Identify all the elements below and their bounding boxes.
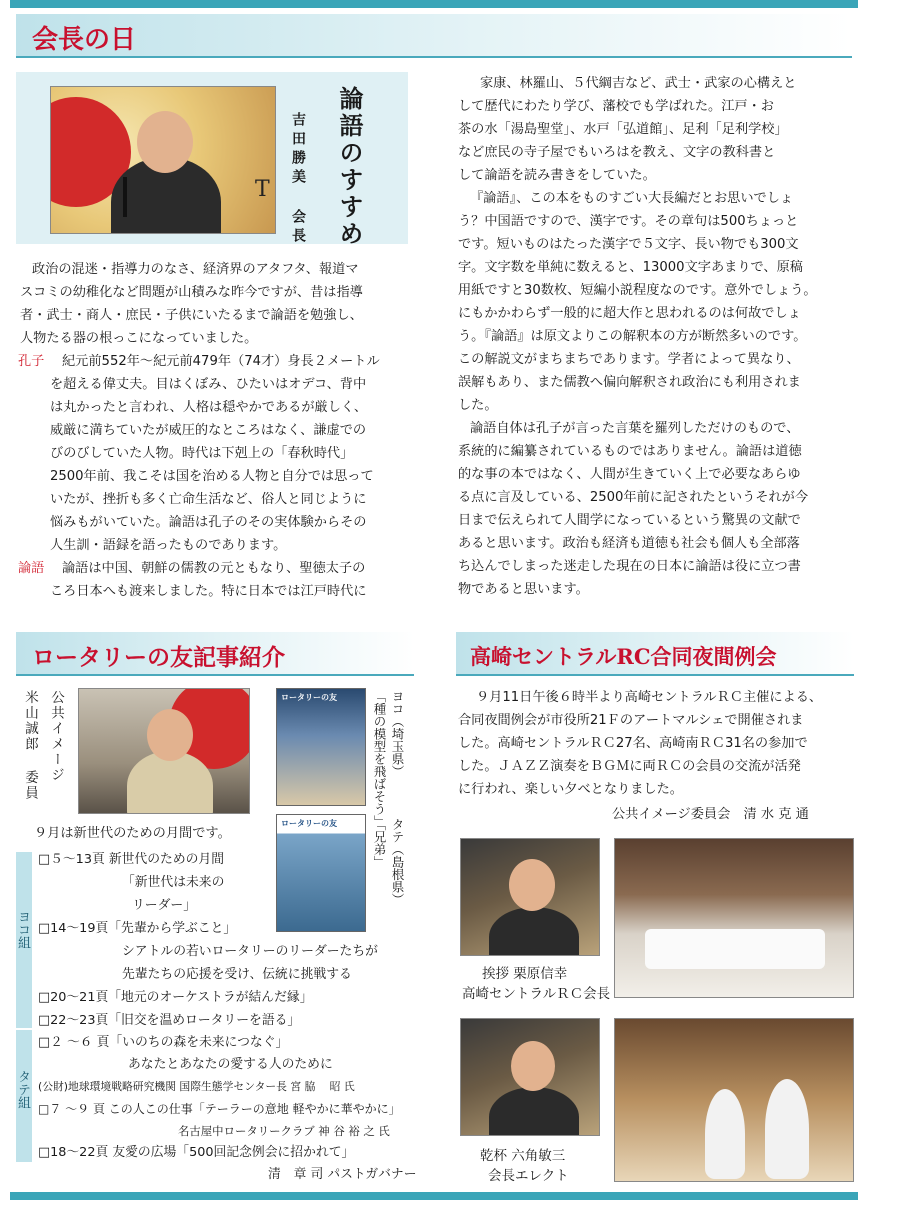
text-line: 人物たる器の根っこになっていました。 [20,331,258,346]
text-line: 2500年前、我こそは国を治める人物と自分では思って [50,469,374,484]
toast-speaker-photo [460,1018,600,1136]
list-item: □７ 〜９ 頁 この人この仕事「テーラーの意地 軽やかに華やかに」 [38,1102,401,1116]
text-line: 威厳に満ちていたが威圧的なところはなく、謙虚での [50,423,367,438]
text-line: して論語を読み書きをしていた。 [458,168,656,183]
takasaki-signature: 公共イメージ委員会 清 水 克 通 [612,807,809,822]
speaker-face [509,859,555,911]
musician-figure [705,1089,745,1179]
text-line: は丸かったと言われ、人格は穏やかであるが厳しく、 [50,400,368,415]
text-line: ころ日本へも渡来しました。特に日本では江戸時代に [50,584,367,599]
list-item: 名古屋中ロータリークラブ 神 谷 裕 之 氏 [178,1124,390,1138]
text-line: る点に言及している、2500年前に記されたというそれが今 [458,490,809,505]
speaker-face [511,1041,555,1091]
section-title: 会長の日 [32,25,137,55]
text-line: 合同夜間例会が市役所21Ｆのアートマルシェで開催されま [458,713,804,728]
koshi-paragraph [50,350,412,557]
text-line: 悩みもがいていた。論語は孔子のその実体験からその [50,515,367,530]
koshi-label: 孔子 [18,354,45,369]
text-line: 家康、林羅山、５代綱吉など、武士・武家の心構えと [480,76,797,91]
section-banner-rotary [16,632,414,676]
text-line: う。『論語』は原文よりこの解釈本の方が断然多いのです。 [458,329,807,344]
text-line: 茶の水「湯島聖堂」、水戸「弘道館」、足利「足利学校」 [458,122,788,137]
list-item: □２ 〜６ 頁「いのちの森を未来につなぐ」 [38,1035,289,1050]
text-line: 紀元前552年〜紀元前479年（74才）身長２メートル [62,354,380,369]
text-line: した。ＪＡＺＺ演奏をＢＧＭに両ＲＣの会員の交流が活発 [458,759,801,774]
text-line: 用紙ですと30数枚、短編小説程度なのです。意外でしょう。 [458,283,817,298]
rotary-author-role: 公共イメージ [48,690,64,783]
article-header-block [16,72,408,248]
list-item: □14〜19頁「先輩から学ぶこと」 [38,921,237,936]
microphone-icon [123,177,127,217]
dining-table [645,929,825,969]
text-line: 系統的に編纂されているものではありません。論語は道徳 [458,444,802,459]
yoko-item-list [38,848,418,1032]
list-item: □22〜23頁「旧交を温めロータリーを語る」 [38,1013,301,1028]
toast-caption-role: 会長エレクト [488,1168,569,1184]
yoko-caption: ヨコ（埼玉県） [390,690,405,778]
list-item: シアトルの若いロータリーのリーダーたちが [122,944,378,959]
text-line: に行われ、楽しい夕べとなりました。 [458,782,683,797]
text-line: を超える偉丈夫。目はくぼみ、ひたいはオデコ、背中 [50,377,367,392]
section-banner-president [16,14,852,58]
magazine-cover-yoko [276,688,366,806]
jazz-band-photo [614,1018,854,1182]
text-line: 日まで伝えられて人間学になっているという驚異の文献で [458,513,801,528]
cover-title: ロータリーの友 [281,819,337,828]
speaker-figure [489,907,579,956]
text-line: した。 [458,398,498,413]
text-line: あると思います。政治も経済も道徳も社会も個人も全部落 [458,536,800,551]
text-line: 字。文字数を単純に数えると、13000文字あまりで、原稿 [458,260,803,275]
text-line: ９月11日午後６時半より高崎セントラルＲＣ主催による、 [476,690,823,705]
list-item: (公財)地球環境戦略研究機関 国際生態学センター長 宮 脇 昭 氏 [38,1080,355,1093]
yoko-caption-title: 「種の模型を飛ばそう」 [372,690,387,828]
tate-caption: タテ（島根県） [390,818,405,906]
podium-letter: T [255,177,270,202]
text-line: した。高崎セントラルＲＣ27名、高崎南ＲＣ31名の参加で [458,736,808,751]
rotary-intro: ９月は新世代のための月間です。 [34,826,231,841]
text-line: いたが、挫折も多く亡命生活など、俗人と同じように [50,492,367,507]
top-border-bar [10,0,858,8]
banquet-room-photo [614,838,854,998]
section-title: 高崎セントラルRC合同夜間例会 [470,644,777,669]
text-line: にもかかわらず一般的に超大作と思われるのは何故でしょ [458,306,801,321]
text-line: びのびしていた人物。時代は下剋上の「春秋時代」 [50,446,354,461]
greeting-caption-role: 高崎セントラルＲＣ会長 [462,986,611,1002]
cover-title: ロータリーの友 [281,693,337,702]
takasaki-paragraph [458,686,854,801]
toast-caption-name: 乾杯 六角敏三 [480,1148,566,1164]
rotary-author-name: 米山誠郎 委員 [22,690,38,801]
list-item: 先輩たちの応援を受け、伝統に挑戦する [122,967,352,982]
list-item: □18〜22頁 友愛の広場「500回記念例会に招かれて」 [38,1145,355,1160]
text-line: 者・武士・商人・庶民・子供にいたるまで論語を勉強し、 [20,308,363,323]
speaker-face [147,709,193,761]
rotary-author-photo [78,688,250,814]
tate-caption-title: 「兄弟」 [372,818,387,868]
text-line: 論語は中国、朝鮮の儒教の元ともなり、聖徳太子の [62,561,366,576]
tate-item-list [38,1032,418,1186]
text-line: 物であると思います。 [458,582,589,597]
tate-label: タテ組 [15,1070,30,1109]
section-title: ロータリーの友記事紹介 [32,644,285,671]
list-item: あなたとあなたの愛する人のために [128,1057,333,1072]
text-line: など庶民の寺子屋でもいろはを教え、文字の教科書と [458,145,776,160]
text-line: スコミの幼稚化など問題が山積みな昨今ですが、昔は指導 [20,285,363,300]
text-line: ち込んでしまった迷走した現在の日本に論語は役に立つ書 [458,559,801,574]
list-item: 「新世代は未来の [122,875,225,890]
text-line: です。短いものはたった漢字で５文字、長い物でも300文 [458,237,799,252]
text-line: 論語自体は孔子が言った言葉を羅列しただけのもので、 [470,421,800,436]
author-name: 吉田勝美 会長 [290,112,306,247]
list-item: 清 章 司 パストガバナー [268,1167,417,1182]
text-line: 的な事の本ではなく、人間が生きていく上で必要なあらゆ [458,467,801,482]
rongo-paragraph [50,557,412,603]
text-line: この解説文がまちまちであります。学者によって異なり、 [458,352,800,367]
text-line: 人生訓・語録を語ったものであります。 [50,538,287,553]
intro-paragraph [20,258,412,350]
musician-figure [765,1079,809,1179]
text-line: 政治の混迷・指導力のなさ、経済界のアタフタ、報道マ [32,262,359,277]
speaker-face [137,111,193,173]
text-line: う？中国語ですので、漢字です。その章句は500ちょっと [458,214,799,229]
text-line: して歴代にわたり学び、藩校でも学ばれた。江戸・お [458,99,774,114]
list-item: □５〜13頁 新世代のための月間 [38,852,225,867]
list-item: □20〜21頁「地元のオーケストラが結んだ縁」 [38,990,313,1005]
text-line: 誤解もあり、また儒教へ偏向解釈され政治にも利用されま [458,375,801,390]
text-line: 『論語』、この本をものすごい大長編だとお思いでしょ [470,191,794,206]
article-title: 論語のすすめ [335,86,364,248]
bottom-border-bar [10,1192,858,1200]
list-item: リーダー」 [132,898,196,913]
section-banner-takasaki [456,632,854,676]
greeting-speaker-photo [460,838,600,956]
right-column-paragraph [458,72,854,601]
speaker-figure [489,1087,579,1136]
greeting-caption-name: 挨拶 栗原信幸 [482,966,568,982]
president-photo [50,86,276,234]
rongo-label: 論語 [18,561,45,576]
yoko-label: ヨコ組 [15,910,30,949]
